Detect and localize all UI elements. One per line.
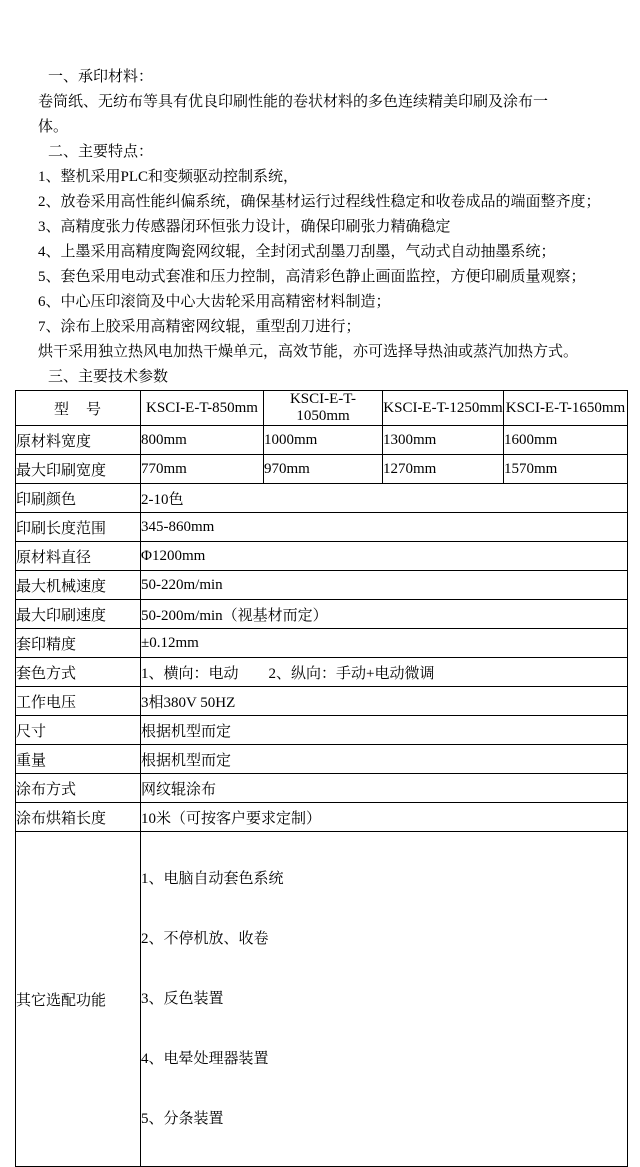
spec-label: 工作电压: [16, 687, 141, 716]
option-item: 4、电晕处理器装置: [141, 1051, 269, 1067]
model-name-header: KSCI-E-T-850mm: [141, 391, 264, 426]
table-row: [16, 658, 628, 687]
spec-label: 重量: [16, 745, 141, 774]
spec-value: 3相380V 50HZ: [141, 687, 628, 716]
spec-label: 尺寸: [16, 716, 141, 745]
feature-item: 4、上墨采用高精度陶瓷网纹辊，全封闭式刮墨刀刮墨，气动式自动抽墨系统；: [38, 244, 556, 260]
model-name-header: KSCI-E-T-1650mm: [504, 391, 628, 426]
spec-value: 970mm: [264, 455, 383, 484]
model-name-header: KSCI-E-T-1250mm: [383, 391, 504, 426]
table-row-options: [16, 832, 628, 1167]
spec-value: ±0.12mm: [141, 629, 628, 658]
spec-label: 涂布烘箱长度: [16, 803, 141, 832]
feature-item: 6、中心压印滚筒及中心大齿轮采用高精密材料制造；: [38, 294, 391, 310]
spec-value: 1000mm: [264, 426, 383, 455]
table-row: [16, 600, 628, 629]
spec-value: 50-220m/min: [141, 571, 628, 600]
spec-label: 最大机械速度: [16, 571, 141, 600]
section-heading-materials: 一、承印材料：: [48, 69, 154, 85]
section-heading-features: 二、主要特点：: [48, 144, 154, 160]
option-item: 1、电脑自动套色系统: [141, 871, 284, 887]
spec-value: 50-200m/min（视基材而定）: [141, 600, 628, 629]
table-row: [16, 803, 628, 832]
spec-label: 原材料直径: [16, 542, 141, 571]
paragraph-line: 卷筒纸、无纺布等具有优良印刷性能的卷状材料的多色连续精美印刷及涂布一: [38, 94, 549, 110]
spec-label: 最大印刷速度: [16, 600, 141, 629]
spec-value: 根据机型而定: [141, 745, 628, 774]
spec-label: 其它选配功能: [16, 832, 141, 1167]
spec-label: 最大印刷宽度: [16, 455, 141, 484]
spec-value: 1300mm: [383, 426, 504, 455]
spec-label: 套色方式: [16, 658, 141, 687]
spec-value: 345-860mm: [141, 513, 628, 542]
spec-label: 涂布方式: [16, 774, 141, 803]
table-row: [16, 716, 628, 745]
table-row: [16, 513, 628, 542]
spec-label: 印刷颜色: [16, 484, 141, 513]
option-item: 2、不停机放、收卷: [141, 931, 269, 947]
spec-value: 770mm: [141, 455, 264, 484]
spec-value: 10米（可按客户要求定制）: [141, 803, 628, 832]
option-item: 5、分条装置: [141, 1111, 224, 1127]
table-header-row: [16, 391, 628, 426]
feature-item: 7、涂布上胶采用高精密网纹辊，重型刮刀进行；: [38, 319, 361, 335]
intro-section: [38, 65, 627, 390]
model-header-label: 型 号: [16, 391, 141, 426]
spec-label: 套印精度: [16, 629, 141, 658]
spec-value: Φ1200mm: [141, 542, 628, 571]
spec-label: 原材料宽度: [16, 426, 141, 455]
table-row: [16, 629, 628, 658]
table-row: [16, 774, 628, 803]
table-row: [16, 542, 628, 571]
spec-value: 1、横向：电动 2、纵向：手动+电动微调: [141, 658, 628, 687]
feature-item: 2、放卷采用高性能纠偏系统，确保基材运行过程线性稳定和收卷成品的端面整齐度；: [38, 194, 601, 210]
table-row: [16, 745, 628, 774]
model-name-header: KSCI-E-T-1050mm: [264, 391, 383, 426]
spec-value: 1270mm: [383, 455, 504, 484]
section-heading-parameters: 三、主要技术参数: [48, 369, 169, 385]
feature-item: 3、高精度张力传感器闭环恒张力设计，确保印刷张力精确稳定: [38, 219, 451, 235]
table-row: [16, 687, 628, 716]
table-row-max-print-width: [16, 455, 628, 484]
feature-item: 烘干采用独立热风电加热干燥单元，高效节能，亦可选择导热油或蒸汽加热方式。: [38, 344, 579, 360]
spec-value: 1570mm: [504, 455, 628, 484]
table-row-material-width: [16, 426, 628, 455]
spec-value: 800mm: [141, 426, 264, 455]
spec-value: 1600mm: [504, 426, 628, 455]
spec-value: 根据机型而定: [141, 716, 628, 745]
spec-value-options: [141, 832, 628, 1167]
paragraph-line: 体。: [38, 119, 69, 135]
spec-value: 2-10色: [141, 484, 628, 513]
feature-item: 5、套色采用电动式套准和压力控制，高清彩色静止画面监控，方便印刷质量观察；: [38, 269, 586, 285]
spec-table: [15, 390, 628, 1167]
feature-item: 1、整机采用PLC和变频驱动控制系统，: [38, 169, 299, 185]
spec-label: 印刷长度范围: [16, 513, 141, 542]
spec-value: 网纹辊涂布: [141, 774, 628, 803]
table-row: [16, 571, 628, 600]
table-row: [16, 484, 628, 513]
option-item: 3、反色装置: [141, 991, 224, 1007]
